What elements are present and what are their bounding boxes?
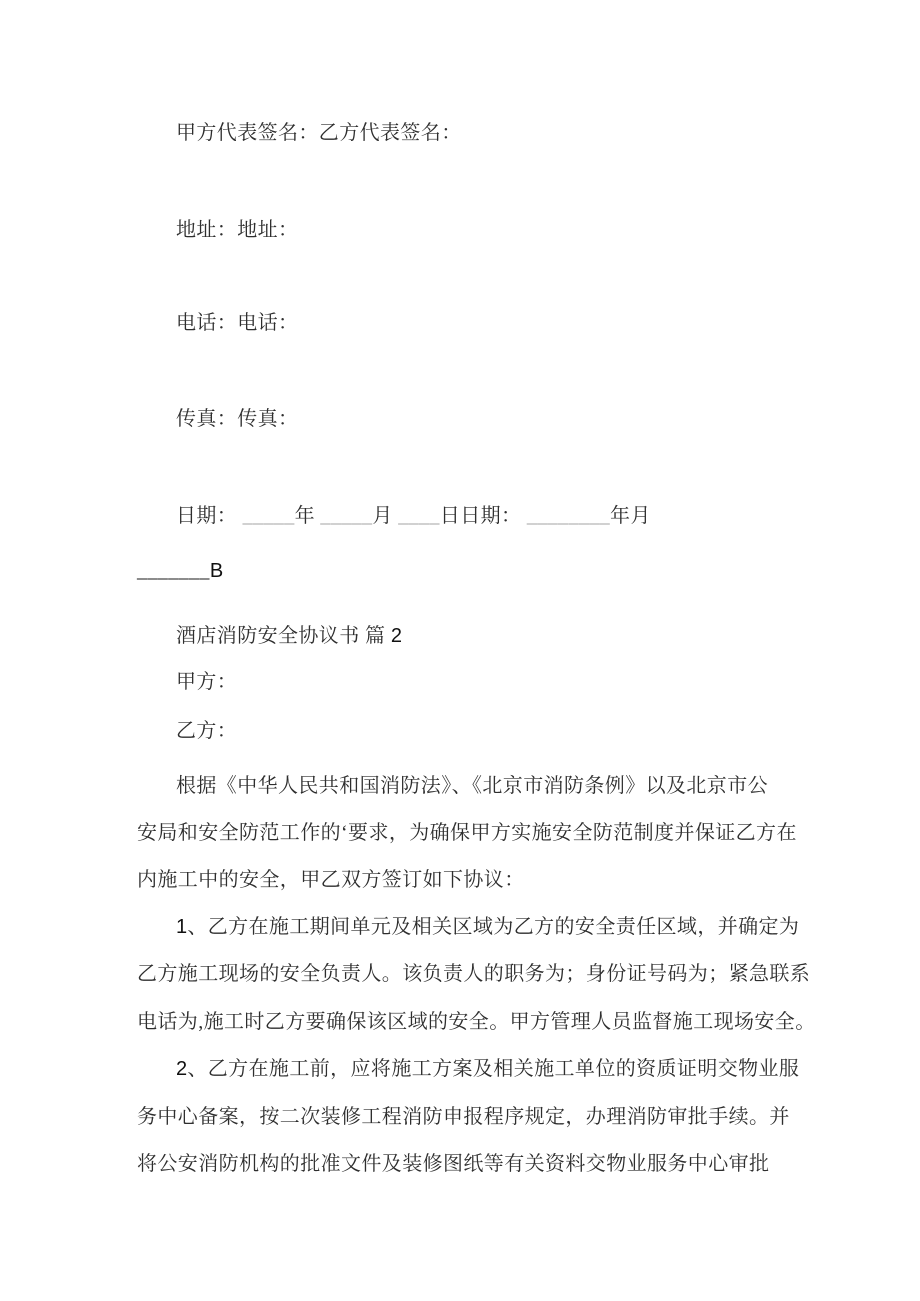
date-unit-month: 月 [372,505,399,527]
clause-2-line-1 [176,1056,799,1082]
intro-line-1: 根据《中华人民共和国消防法》、《北京市消防条例》以及北京市公 [176,775,768,797]
date-label: 日期： [176,505,243,527]
party-b-line: 乙方： [176,720,238,742]
section-heading-number: 2 [390,625,403,647]
clause-2-line-2: 务中心备案，按二次装修工程消防申报程序规定，办理消防审批手续。并 [137,1106,790,1128]
clause-1-line-1 [176,914,799,940]
clause-2-line-3: 将公安消防机构的批准文件及装修图纸等有关资料交物业服务中心审批 [137,1153,770,1175]
clause-1-text: 、乙方在施工期间单元及相关区域为乙方的安全责任区域，并确定为 [187,916,800,938]
date-blank-year2: ________ [526,505,611,527]
date-line [176,503,651,529]
date-blank-month: _____ [320,505,373,527]
intro-line-2: 安局和安全防范工作的‘要求，为确保甲方实施安全防范制度并保证乙方在 [137,822,797,844]
phone-line: 电话：电话： [176,312,299,334]
date-unit-year-month: 年月 [610,505,651,527]
clause-1-number: 1 [176,916,188,938]
fax-line: 传真：传真： [176,408,299,430]
address-line: 地址：地址： [176,219,299,241]
clause-1-line-2: 乙方施工现场的安全负责人。该负责人的职务为；身份证号码为；紧急联系 [137,963,811,985]
date-wrap-line [137,558,223,584]
date-unit-year: 年 [294,505,321,527]
party-a-line: 甲方： [176,671,238,693]
section-heading-title: 酒店消防安全协议书 篇 [176,625,391,647]
section-heading [176,623,402,649]
date-blank-year: _____ [242,505,295,527]
date-second-label: 日日期： [439,505,527,527]
clause-2-text: 、乙方在施工前，应将施工方案及相关施工单位的资质证明交物业服 [187,1058,800,1080]
intro-line-3: 内施工中的安全，甲乙双方签订如下协议： [137,869,525,891]
wrap-suffix-letter: B [209,560,224,582]
clause-1-line-3: 电话为,施工时乙方要确保该区域的安全。甲方管理人员监督施工现场安全。 [137,1011,816,1033]
clause-2-number: 2 [176,1058,188,1080]
date-blank-day: ____ [398,505,440,527]
signature-line: 甲方代表签名：乙方代表签名： [176,122,462,144]
wrap-blank: _______ [137,560,210,582]
